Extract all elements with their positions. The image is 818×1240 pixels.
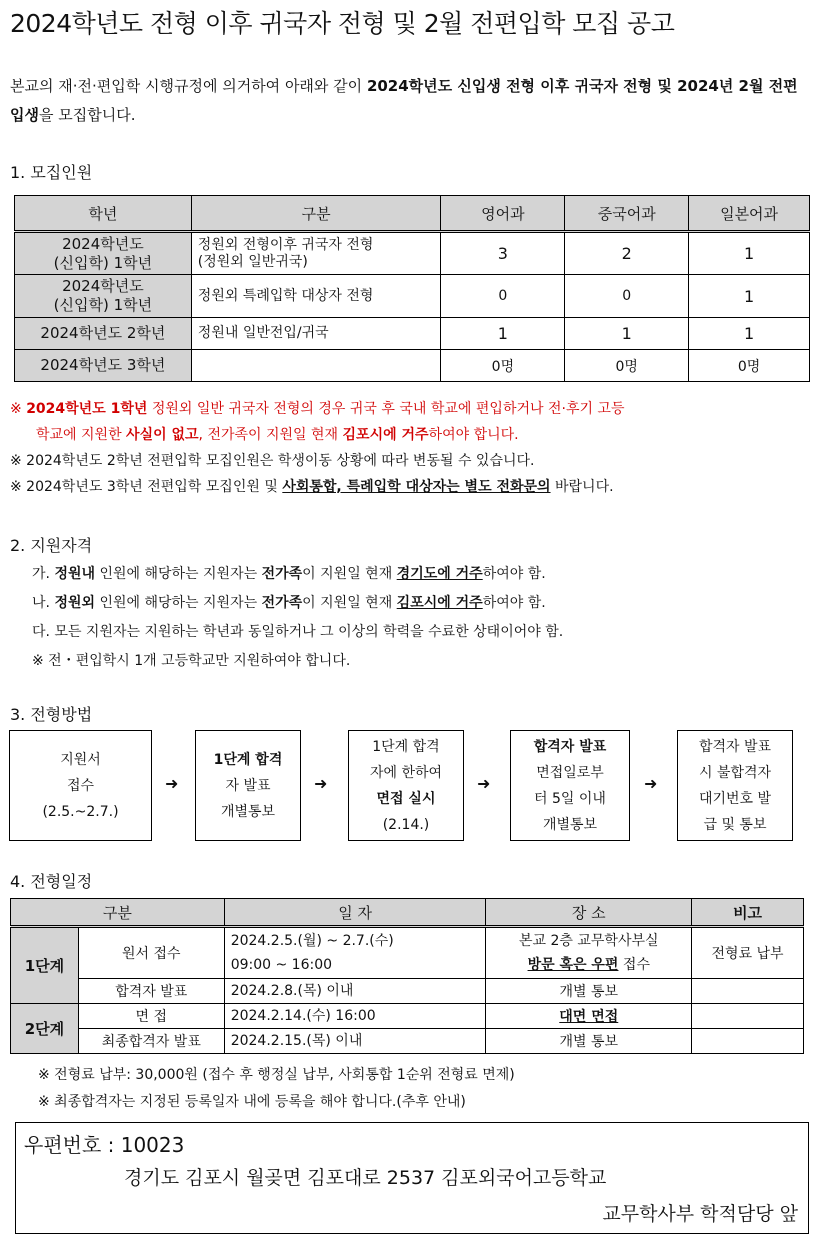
item-cell: 원서 접수: [78, 927, 224, 979]
date-cell: 2024.2.5.(월) ~ 2.7.(수) 09:00 ~ 16:00: [224, 927, 486, 979]
note-cell: [692, 1004, 804, 1029]
col-header: 영어과: [441, 196, 565, 232]
table-row: [15, 318, 810, 350]
address-department: 교무학사부 학적담당 앞: [602, 1203, 798, 1225]
grade-cell: 2024학년도 (신입학) 1학년: [15, 232, 192, 275]
col-header: 일 자: [224, 899, 486, 927]
item-cell: 면 접: [78, 1004, 224, 1029]
section4-heading: 4. 전형일정: [10, 872, 93, 891]
table-row: [11, 979, 804, 1004]
table-row: [15, 275, 810, 318]
schedule-note-1: ※ 전형료 납부: 30,000원 (접수 후 행정실 납부, 사회통합 1순위 전형료 면제): [38, 1067, 515, 1083]
type-cell: 정원외 전형이후 귀국자 전형 (정원외 일반귀국): [191, 232, 441, 275]
process-step-first-result: 1단계 합격 자 발표 개별통보: [195, 730, 301, 841]
table-row: [15, 232, 810, 275]
stage-cell: 1단계: [11, 927, 79, 1004]
type-cell: 정원내 일반전입/귀국: [191, 318, 441, 350]
qual-item-da: 다. 모든 지원자는 지원하는 학년과 동일하거나 그 이상의 학력을 수료한 상태이어야 함.: [32, 624, 564, 640]
arrow-icon: ➜: [477, 774, 491, 793]
intro-text-end: 을 모집합니다.: [38, 106, 136, 124]
item-cell: 합격자 발표: [78, 979, 224, 1004]
eng-count: 0명: [441, 350, 565, 382]
intro-bold: 2024학년도 신입생 전형 이후 귀국자 전형 및 2024년 2월 전편입생: [10, 77, 798, 124]
arrow-icon: ➜: [314, 774, 328, 793]
address-box: [15, 1122, 809, 1234]
postal-code: 우편번호 : 10023: [24, 1133, 185, 1157]
note-cell: [692, 1029, 804, 1054]
process-step-application: 지원서 접수 (2.5.~2.7.): [9, 730, 152, 841]
type-cell: 정원외 특례입학 대상자 전형: [191, 275, 441, 318]
item-cell: 최종합격자 발표: [78, 1029, 224, 1054]
quota-notes: [10, 396, 816, 500]
intro-text: 본교의 재·전·편입학 시행규정에 의거하여 아래와 같이: [10, 77, 367, 95]
arrow-icon: ➜: [644, 774, 658, 793]
intro-paragraph: [10, 72, 810, 130]
process-step-waitlist: 합격자 발표 시 불합격자 대기번호 발 급 및 통보: [677, 730, 793, 841]
jpn-count: 1: [689, 232, 810, 275]
schedule-note-2: ※ 최종합격자는 지정된 등록일자 내에 등록을 해야 합니다.(추후 안내): [38, 1094, 466, 1110]
col-header: 일본어과: [689, 196, 810, 232]
place-cell: 대면 면접: [486, 1004, 692, 1029]
chn-count: 1: [565, 318, 689, 350]
quota-table: [14, 195, 810, 382]
qual-note: ※ 전・편입학시 1개 고등학교만 지원하여야 합니다.: [32, 653, 351, 669]
col-header: 장 소: [486, 899, 692, 927]
col-header: 비고: [692, 899, 804, 927]
type-cell: [191, 350, 441, 382]
table-row: [11, 927, 804, 979]
note-cell: 전형료 납부: [692, 927, 804, 979]
date-cell: 2024.2.15.(목) 이내: [224, 1029, 486, 1054]
qual-item-na: 나. 정원외 인원에 해당하는 지원자는 전가족이 지원일 현재 김포시에 거주하여야 함.: [32, 595, 546, 611]
date-cell: 2024.2.14.(수) 16:00: [224, 1004, 486, 1029]
col-header: 학년: [15, 196, 192, 232]
qualification-list: [32, 560, 563, 676]
table-row: [15, 350, 810, 382]
chn-count: 2: [565, 232, 689, 275]
col-header: 구분: [191, 196, 441, 232]
eng-count: 1: [441, 318, 565, 350]
schedule-notes: [38, 1062, 515, 1116]
place-cell: 개별 통보: [486, 979, 692, 1004]
qual-item-ga: 가. 정원내 인원에 해당하는 지원자는 전가족이 지원일 현재 경기도에 거주하여야 함.: [32, 566, 546, 582]
process-step-interview: 1단계 합격 자에 한하여 면접 실시 (2.14.): [348, 730, 464, 841]
jpn-count: 0명: [689, 350, 810, 382]
section3-heading: 3. 전형방법: [10, 705, 93, 724]
chn-count: 0: [565, 275, 689, 318]
grade-cell: 2024학년도 2학년: [15, 318, 192, 350]
quota-header-row: [15, 196, 810, 232]
section1-heading: 1. 모집인원: [10, 163, 93, 182]
schedule-table: [10, 898, 804, 1054]
jpn-count: 1: [689, 318, 810, 350]
note-1: ※ 2024학년도 1학년 정원외 일반 귀국자 전형의 경우 귀국 후 국내 학교에 편입하거나 전·후기 고등: [10, 401, 625, 417]
table-row: [11, 1004, 804, 1029]
note-2: ※ 2024학년도 2학년 전편입학 모집인원은 학생이동 상황에 따라 변동될 수 있습니다.: [10, 453, 535, 469]
address-line: 경기도 김포시 월곶면 김포대로 2537 김포외국어고등학교: [124, 1167, 607, 1189]
place-cell: 개별 통보: [486, 1029, 692, 1054]
grade-cell: 2024학년도 3학년: [15, 350, 192, 382]
note-1-cont: 학교에 지원한 사실이 없고, 전가족이 지원일 현재 김포시에 거주하여야 합니다.: [36, 427, 519, 443]
place-cell: 본교 2층 교무학사부실 방문 혹은 우편 접수: [486, 927, 692, 979]
schedule-header-row: [11, 899, 804, 927]
chn-count: 0명: [565, 350, 689, 382]
jpn-count: 1: [689, 275, 810, 318]
arrow-icon: ➜: [165, 774, 179, 793]
grade-cell: 2024학년도 (신입학) 1학년: [15, 275, 192, 318]
eng-count: 0: [441, 275, 565, 318]
date-cell: 2024.2.8.(목) 이내: [224, 979, 486, 1004]
col-header: 중국어과: [565, 196, 689, 232]
section2-heading: 2. 지원자격: [10, 536, 93, 555]
table-row: [11, 1029, 804, 1054]
note-cell: [692, 979, 804, 1004]
process-step-final-result: 합격자 발표 면접일로부 터 5일 이내 개별통보: [510, 730, 630, 841]
note-3: ※ 2024학년도 3학년 전편입학 모집인원 및 사회통합, 특례입학 대상자는 별도 전화문의 바랍니다.: [10, 479, 614, 495]
eng-count: 3: [441, 232, 565, 275]
col-header: 구분: [11, 899, 225, 927]
stage-cell: 2단계: [11, 1004, 79, 1054]
page-title: 2024학년도 전형 이후 귀국자 전형 및 2월 전편입학 모집 공고: [10, 9, 675, 38]
